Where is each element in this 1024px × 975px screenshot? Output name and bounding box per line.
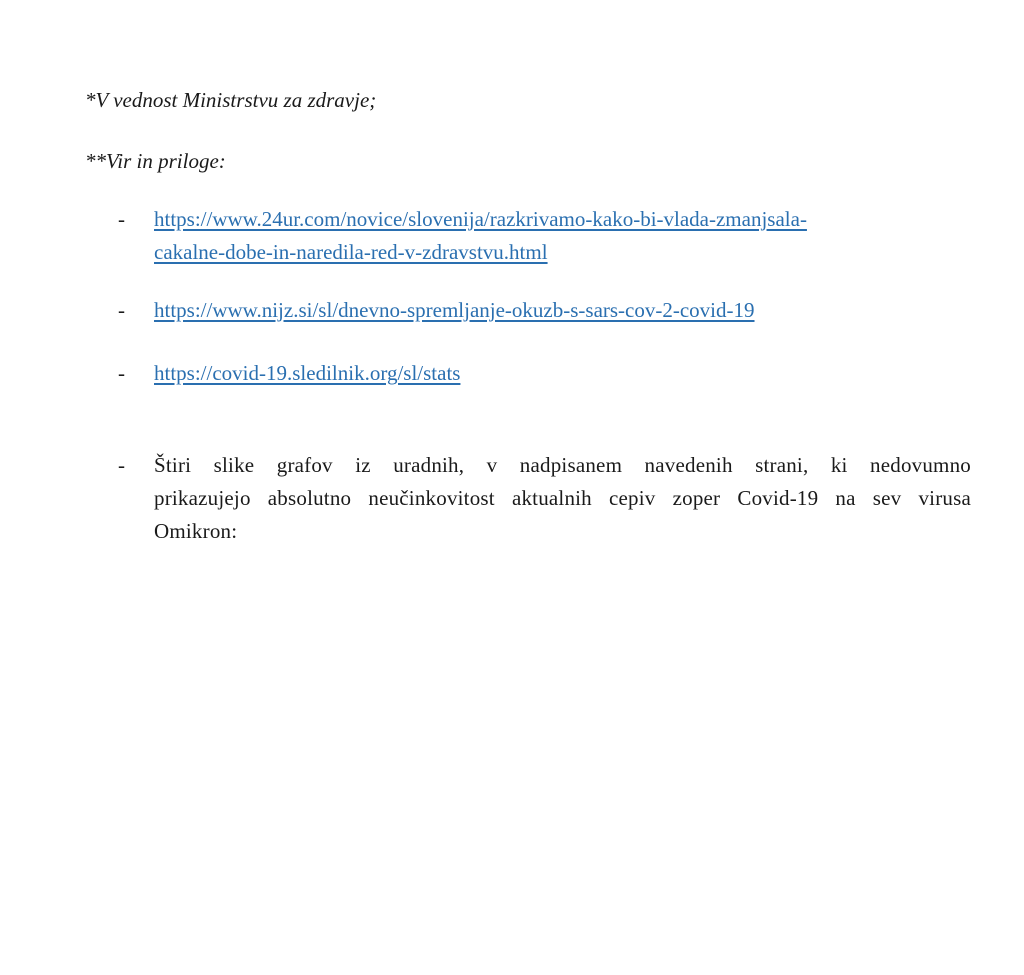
source-link-24ur[interactable]: [154, 207, 807, 264]
list-item-body: [154, 203, 971, 269]
list-item-body: [154, 294, 971, 327]
list-bullet: -: [118, 361, 125, 385]
list-item-body: [154, 357, 971, 390]
note-ministry: *V vednost Ministrstvu za zdravje;: [85, 88, 377, 112]
list-bullet: -: [118, 298, 125, 322]
link-text-line: cakalne-dobe-in-naredila-red-v-zdravstvu.html: [154, 240, 548, 264]
source-link-nijz[interactable]: https://www.nijz.si/sl/dnevno-spremljanje-okuzb-s-sars-cov-2-covid-19: [154, 298, 755, 322]
link-text-line: https://www.24ur.com/novice/slovenija/razkrivamo-kako-bi-vlada-zmanjsala-: [154, 207, 807, 231]
list-bullet: -: [118, 453, 125, 477]
graphs-description: [154, 449, 971, 548]
paragraph-line: Štiri slike grafov iz uradnih, v nadpisanem navedenih strani, ki nedovumno: [154, 453, 971, 477]
paragraph-line: prikazujejo absolutno neučinkovitost aktualnih cepiv zoper Covid-19 na sev virusa: [154, 486, 971, 510]
note-sources-heading: **Vir in priloge:: [85, 149, 226, 173]
source-link-sledilnik[interactable]: https://covid-19.sledilnik.org/sl/stats: [154, 361, 461, 385]
paragraph-line: Omikron:: [154, 519, 238, 543]
list-bullet: -: [118, 207, 125, 231]
